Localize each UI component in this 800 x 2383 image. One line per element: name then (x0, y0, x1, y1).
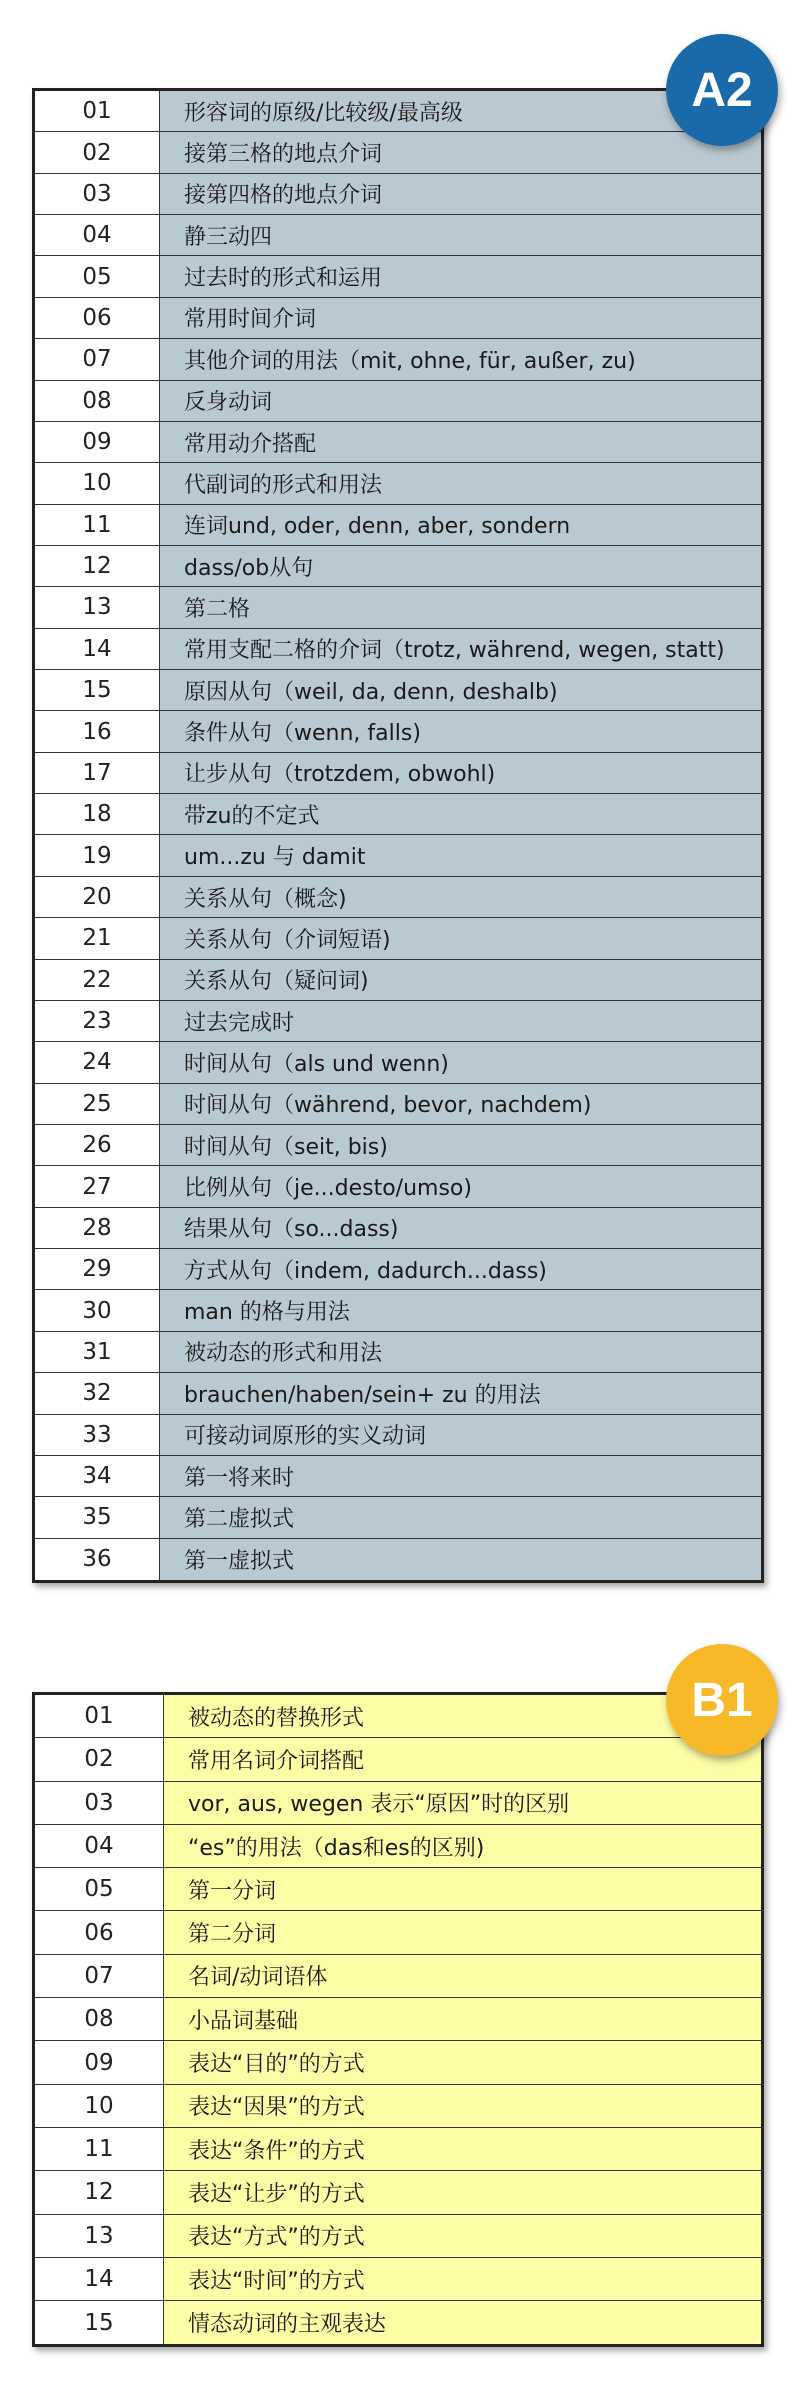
row-topic: 第一虚拟式 (160, 1539, 761, 1580)
table-row (35, 1738, 761, 1781)
table-row (35, 960, 761, 1001)
row-number: 24 (35, 1042, 160, 1082)
row-number: 13 (35, 587, 160, 627)
table-row (35, 1373, 761, 1414)
table-row (35, 256, 761, 297)
b1-section (0, 1600, 800, 2383)
row-number: 04 (35, 215, 160, 255)
table-row (35, 1290, 761, 1331)
row-number: 02 (35, 1738, 164, 1780)
table-row (35, 132, 761, 173)
table-row (35, 298, 761, 339)
row-number: 29 (35, 1249, 160, 1289)
table-row (35, 505, 761, 546)
row-number: 36 (35, 1539, 160, 1580)
row-topic: 被动态的形式和用法 (160, 1332, 761, 1372)
row-topic: man 的格与用法 (160, 1290, 761, 1330)
table-row (35, 1332, 761, 1373)
row-number: 12 (35, 2171, 164, 2213)
row-topic: 其他介词的用法（mit, ohne, für, außer, zu) (160, 339, 761, 379)
row-topic: 表达“时间”的方式 (164, 2258, 761, 2300)
row-number: 07 (35, 1955, 164, 1997)
row-topic: 时间从句（als und wenn) (160, 1042, 761, 1082)
row-number: 02 (35, 132, 160, 172)
row-topic: 结果从句（so...dass) (160, 1208, 761, 1248)
table-row (35, 1084, 761, 1125)
row-topic: 小品词基础 (164, 1998, 761, 2040)
row-number: 08 (35, 1998, 164, 2040)
table-row (35, 1695, 761, 1738)
table-row (35, 1955, 761, 1998)
row-topic: 方式从句（indem, dadurch...dass) (160, 1249, 761, 1289)
table-row (35, 1415, 761, 1456)
row-number: 20 (35, 877, 160, 917)
row-number: 19 (35, 835, 160, 875)
table-row (35, 2128, 761, 2171)
table-row (35, 1456, 761, 1497)
row-topic: 常用时间介词 (160, 298, 761, 338)
table-row (35, 1249, 761, 1290)
table-row (35, 877, 761, 918)
row-number: 21 (35, 918, 160, 958)
b1-level-badge: B1 (666, 1644, 778, 1756)
row-topic: 关系从句（疑问词) (160, 960, 761, 1000)
row-topic: 时间从句（während, bevor, nachdem) (160, 1084, 761, 1124)
row-topic: 被动态的替换形式 (164, 1695, 761, 1737)
row-number: 08 (35, 381, 160, 421)
table-row (35, 2215, 761, 2258)
table-row (35, 835, 761, 876)
a2-grammar-table (32, 88, 764, 1583)
row-number: 34 (35, 1456, 160, 1496)
row-number: 30 (35, 1290, 160, 1330)
row-topic: 代副词的形式和用法 (160, 463, 761, 503)
table-row (35, 670, 761, 711)
row-number: 26 (35, 1125, 160, 1165)
table-row (35, 1825, 761, 1868)
row-number: 01 (35, 91, 160, 131)
row-number: 35 (35, 1497, 160, 1537)
table-row (35, 1539, 761, 1580)
row-number: 18 (35, 794, 160, 834)
row-number: 01 (35, 1695, 164, 1737)
row-number: 04 (35, 1825, 164, 1867)
table-row (35, 422, 761, 463)
table-row (35, 463, 761, 504)
table-row (35, 1208, 761, 1249)
row-topic: 第二分词 (164, 1911, 761, 1953)
row-topic: 可接动词原形的实义动词 (160, 1415, 761, 1455)
row-topic: 形容词的原级/比较级/最高级 (160, 91, 761, 131)
table-row (35, 2041, 761, 2084)
row-topic: 带zu的不定式 (160, 794, 761, 834)
table-row (35, 753, 761, 794)
row-number: 10 (35, 463, 160, 503)
row-topic: 表达“条件”的方式 (164, 2128, 761, 2170)
row-number: 09 (35, 422, 160, 462)
row-number: 25 (35, 1084, 160, 1124)
row-number: 22 (35, 960, 160, 1000)
row-topic: 接第三格的地点介词 (160, 132, 761, 172)
row-topic: 过去时的形式和运用 (160, 256, 761, 296)
table-row (35, 711, 761, 752)
table-row (35, 1125, 761, 1166)
row-topic: 表达“目的”的方式 (164, 2041, 761, 2083)
row-topic: 过去完成时 (160, 1001, 761, 1041)
row-number: 10 (35, 2085, 164, 2127)
row-topic: 比例从句（je...desto/umso) (160, 1166, 761, 1206)
table-row (35, 2258, 761, 2301)
row-number: 27 (35, 1166, 160, 1206)
row-topic: brauchen/haben/sein+ zu 的用法 (160, 1373, 761, 1413)
row-topic: 表达“因果”的方式 (164, 2085, 761, 2127)
row-number: 14 (35, 629, 160, 669)
row-topic: 第二格 (160, 587, 761, 627)
table-row (35, 546, 761, 587)
table-row (35, 1042, 761, 1083)
row-number: 16 (35, 711, 160, 751)
row-topic: 反身动词 (160, 381, 761, 421)
row-number: 06 (35, 298, 160, 338)
row-topic: dass/ob从句 (160, 546, 761, 586)
row-topic: 常用动介搭配 (160, 422, 761, 462)
row-topic: 情态动词的主观表达 (164, 2301, 761, 2344)
row-topic: 关系从句（介词短语) (160, 918, 761, 958)
table-row (35, 2301, 761, 2344)
row-topic: 常用支配二格的介词（trotz, während, wegen, statt) (160, 629, 761, 669)
row-topic: 关系从句（概念) (160, 877, 761, 917)
row-topic: um...zu 与 damit (160, 835, 761, 875)
row-number: 11 (35, 2128, 164, 2170)
row-topic: vor, aus, wegen 表示“原因”时的区别 (164, 1782, 761, 1824)
row-number: 28 (35, 1208, 160, 1248)
row-number: 12 (35, 546, 160, 586)
row-number: 15 (35, 2301, 164, 2344)
row-topic: 连词und, oder, denn, aber, sondern (160, 505, 761, 545)
table-row (35, 918, 761, 959)
row-topic: 接第四格的地点介词 (160, 174, 761, 214)
table-row (35, 2085, 761, 2128)
table-row (35, 1166, 761, 1207)
table-row (35, 1998, 761, 2041)
row-number: 11 (35, 505, 160, 545)
row-number: 14 (35, 2258, 164, 2300)
table-row (35, 339, 761, 380)
row-topic: 第一将来时 (160, 1456, 761, 1496)
row-number: 31 (35, 1332, 160, 1372)
row-topic: 表达“让步”的方式 (164, 2171, 761, 2213)
row-number: 03 (35, 174, 160, 214)
row-number: 05 (35, 1868, 164, 1910)
a2-level-badge: A2 (666, 34, 778, 146)
table-row (35, 587, 761, 628)
table-row (35, 794, 761, 835)
row-number: 03 (35, 1782, 164, 1824)
b1-grammar-table (32, 1692, 764, 2347)
row-number: 13 (35, 2215, 164, 2257)
table-row (35, 174, 761, 215)
row-topic: 表达“方式”的方式 (164, 2215, 761, 2257)
table-row (35, 381, 761, 422)
row-topic: 让步从句（trotzdem, obwohl) (160, 753, 761, 793)
row-topic: 静三动四 (160, 215, 761, 255)
row-number: 23 (35, 1001, 160, 1041)
row-topic: 原因从句（weil, da, denn, deshalb) (160, 670, 761, 710)
row-number: 05 (35, 256, 160, 296)
table-row (35, 1911, 761, 1954)
row-number: 32 (35, 1373, 160, 1413)
row-number: 15 (35, 670, 160, 710)
row-topic: 条件从句（wenn, falls) (160, 711, 761, 751)
row-topic: 第二虚拟式 (160, 1497, 761, 1537)
table-row (35, 215, 761, 256)
row-topic: “es”的用法（das和es的区别) (164, 1825, 761, 1867)
table-row (35, 1782, 761, 1825)
table-row (35, 2171, 761, 2214)
table-row (35, 91, 761, 132)
row-number: 17 (35, 753, 160, 793)
row-topic: 第一分词 (164, 1868, 761, 1910)
row-topic: 时间从句（seit, bis) (160, 1125, 761, 1165)
row-number: 09 (35, 2041, 164, 2083)
table-row (35, 1497, 761, 1538)
table-row (35, 1001, 761, 1042)
table-row (35, 629, 761, 670)
row-number: 07 (35, 339, 160, 379)
table-row (35, 1868, 761, 1911)
row-topic: 名词/动词语体 (164, 1955, 761, 1997)
row-number: 33 (35, 1415, 160, 1455)
row-number: 06 (35, 1911, 164, 1953)
row-topic: 常用名词介词搭配 (164, 1738, 761, 1780)
